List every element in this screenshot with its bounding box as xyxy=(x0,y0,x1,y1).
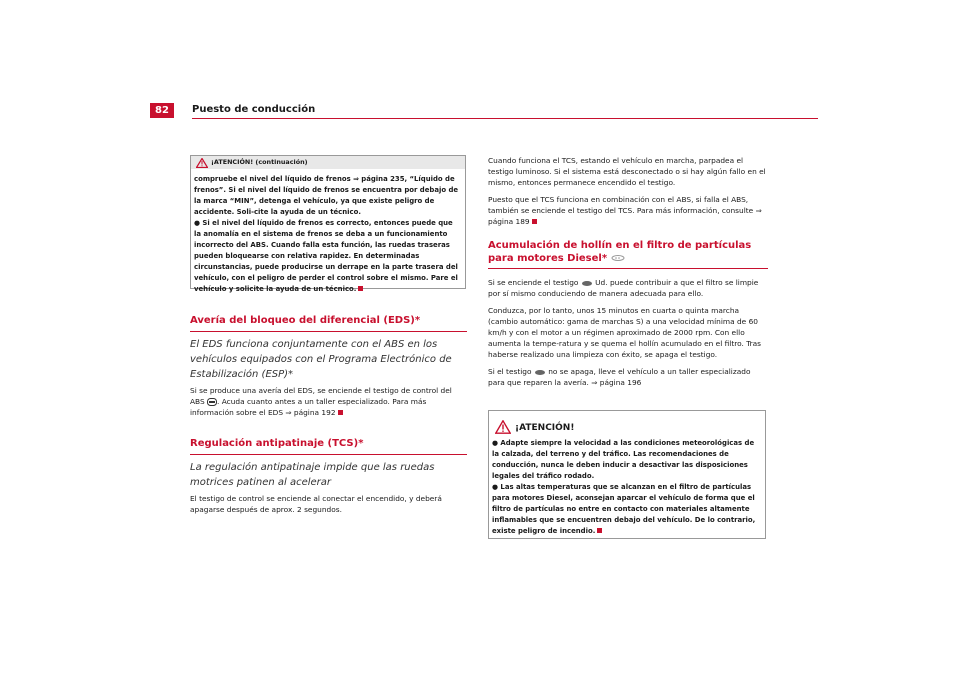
warning-continued-para2: ● Si el nivel del líquido de frenos es correcto, entonces puede que la anomalía en el sistema de frenos se deba a un funcionamiento incorrecto del ABS. Cuando falla esta función, las ruedas traseras pueden bloquearse con relativa rapidez. En determinadas circunstancias, puede producirse un derrape en la parte trasera del vehículo, con el peligro de perder el control sobre el mismo. Pare el vehículo y solicite la ayuda de un técnico. xyxy=(194,219,458,293)
eds-title: Avería del bloqueo del diferencial (EDS)* xyxy=(190,315,421,326)
tcs-title: Regulación antipatinaje (TCS)* xyxy=(190,438,364,449)
abs-lamp-icon xyxy=(207,398,217,406)
end-of-section-icon xyxy=(358,286,363,291)
end-of-section-icon xyxy=(532,219,537,224)
right-column xyxy=(488,155,768,394)
section-eds xyxy=(190,314,467,424)
diesel-para3: Si el testigo no se apaga, lleve el vehículo a un taller especializado para que reparen la avería. ⇒ página 196 xyxy=(488,367,751,387)
warning-triangle-icon xyxy=(196,158,208,168)
header-rule xyxy=(192,118,818,119)
diesel-filter-lamp-icon xyxy=(581,280,593,287)
warning-body xyxy=(492,438,762,537)
warning-triangle-icon xyxy=(495,420,511,434)
eds-body: Si se produce una avería del EDS, se enciende el testigo de control del ABS . Acuda cuanto antes a un taller especializado. Para más información sobre el EDS ⇒ página 192 xyxy=(190,386,452,417)
bullet-icon: ● xyxy=(492,483,501,491)
eds-subtitle: El EDS funciona conjuntamente con el ABS en los vehículos equipados con el Programa Electrónico de Estabilización (ESP)* xyxy=(190,339,452,380)
bullet-icon: ● xyxy=(194,219,203,227)
tcs-rule xyxy=(190,454,467,455)
warning-header xyxy=(191,156,465,169)
warning-continued-para1: compruebe el nivel del líquido de frenos ⇒ página 235, “Líquido de frenos”. Si el nivel del líquido de frenos se encuentra por debajo de la marca “MIN”, detenga el vehículo, ya que existe peligro de accidente. Soli-cite la ayuda de un técnico. xyxy=(194,175,459,216)
warning-continued-body xyxy=(194,174,462,295)
tcs-continued-para1: Cuando funciona el TCS, estando el vehículo en marcha, parpadea el testigo luminoso. Si el sistema está desconectado o si hay algún fallo en el mismo, entonces permanece encendido el testigo. xyxy=(488,156,766,187)
tcs-subtitle: La regulación antipatinaje impide que las ruedas motrices patinen al acelerar xyxy=(190,462,435,488)
warning-continued-label: ¡ATENCIÓN! (continuación) xyxy=(211,158,308,166)
end-of-section-icon xyxy=(597,528,602,533)
diesel-filter-lamp-icon xyxy=(534,369,546,376)
running-header-title: Puesto de conducción xyxy=(192,104,316,115)
bullet-icon: ● xyxy=(492,439,501,447)
warning-box-continued xyxy=(190,155,466,293)
eds-rule xyxy=(190,331,467,332)
diesel-filter-lamp-icon xyxy=(611,254,625,262)
diesel-title: Acumulación de hollín en el filtro de partículas para motores Diesel* xyxy=(488,240,752,264)
section-tcs xyxy=(190,437,467,521)
diesel-para1: Si se enciende el testigo Ud. puede contribuir a que el filtro se limpie por sí mismo conduciendo de manera adecuada para ello. xyxy=(488,278,759,298)
warning-box xyxy=(488,410,766,539)
end-of-section-icon xyxy=(338,410,343,415)
page-number: 82 xyxy=(150,103,174,118)
warning-title: ¡ATENCIÓN! xyxy=(515,423,575,433)
tcs-continued-para2: Puesto que el TCS funciona en combinación con el ABS, si falla el ABS, también se enciende el testigo del TCS. Para más información, consulte ⇒ página 189 xyxy=(488,195,762,226)
tcs-body: El testigo de control se enciende al conectar el encendido, y deberá apagarse después de aprox. 2 segundos. xyxy=(190,494,442,514)
warning-para1: ● Adapte siempre la velocidad a las condiciones meteorológicas de la calzada, del terreno y del tráfico. Las recomendaciones de conducción, nunca le deben inducir a desactivar las disposiciones legales del tráfico rodado. xyxy=(492,439,755,480)
diesel-para2: Conduzca, por lo tanto, unos 15 minutos en cuarta o quinta marcha (cambio automático: gama de marchas S) a una velocidad mínima de 60 km/h y con el motor a un régimen aproximado de 2000 rpm. Con ello aumenta la tempe-ratura y se quema el hollín acumulado en el filtro. Tras haberse realizado una limpieza con éxito, se apaga el testigo. xyxy=(488,306,762,359)
diesel-rule xyxy=(488,268,768,269)
warning-para2: ● Las altas temperaturas que se alcanzan en el filtro de partículas para motores Diesel, aconsejan aparcar el vehículo de forma que el filtro de partículas no entre en contacto con materiales altamente inflamables que se encuentren debajo del vehículo. De lo contrario, existe peligro de incendio. xyxy=(492,483,756,535)
